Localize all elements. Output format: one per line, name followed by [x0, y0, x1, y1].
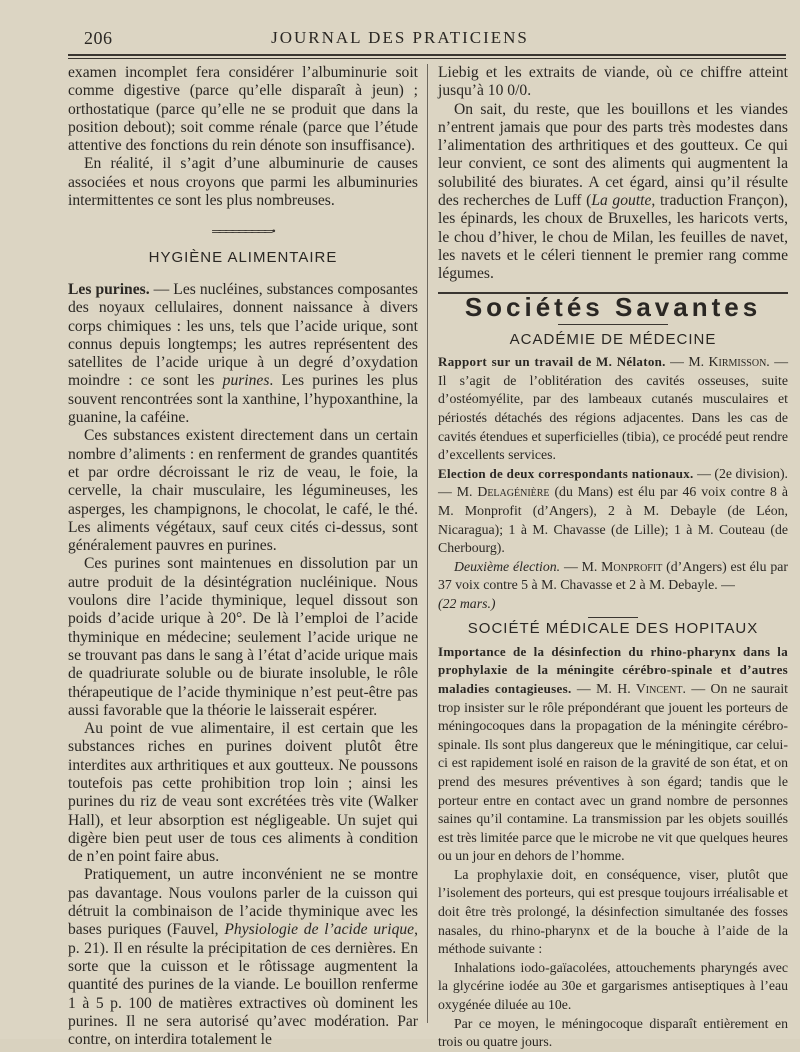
societes-savantes-heading: Sociétés Savantes: [438, 292, 788, 318]
purines-paragraph-2: Ces substances existent directement dans un certain nombre d’aliments : en renferment de grandes quantités et par ordre décroissant le riz de veau, le foie, la cervelle, la chair musculaire, les légumineuses, les asperges, les champignons, le chocolat, le café, le thé. Les aliments végétaux, sauf ceux cités ci-dessus, sont généralement pauvres en purines.: [68, 427, 418, 555]
section-title-hygiene: HYGIÈNE ALIMENTAIRE: [148, 248, 338, 266]
section-ornament: ═════════ •: [212, 224, 274, 239]
legumes-paragraph: On sait, du reste, que les bouillons et les viandes n’entrent jamais que pour des parts très modestes dans l’alimentation des arthritiques et des goutteux. Ce qui leur convient, ce sont des aliments qui augmentent la solubilité des biurates. A cet égard, ainsi qu’il résulte des recherches de Luff (La goutte, traduction Françon), les épinards, les choux de Bruxelles, les haricots verts, le chou d’hiver, le chou de Milan, les feuilles de navet, les navets et le céleri tiennent le premier rang comme légumes.: [438, 100, 789, 283]
intro-paragraph-2: En réalité, il s’agit d’une albuminurie de causes associées et nous croyons que parmi les albuminuries intermittentes ce sont les plus nombreuses.: [68, 155, 418, 210]
prophylaxie-paragraph: La prophylaxie doit, en conséquence, viser, plutôt que l’isolement des porteurs, qui est presque toujours irréalisable et doit être très prolongé, la désinfection simultanée des fosses nasales, du rhino-pharynx et de la bouche à l’aide de la méthode suivante :: [438, 866, 788, 957]
purines-paragraph-1: Les purines. — Les nucléines, substances composantes des noyaux cellulaires, donnent naissance à divers corps chimiques : les uns, tels que l’acide urique, sont connus depuis longtemps; les autres représentent des satellites de l’acide urique à un degré d’oxydation moindre : ce sont les purines. Les purines les plus souvent rencontrées sont la xanthine, l’hypoxanthine, la guanine, la caféine.: [68, 280, 418, 427]
lead-term-purines: Les purines.: [68, 280, 150, 298]
continuation-paragraph: Liebig et les extraits de viande, où ce chiffre atteint jusqu’à 10 0/0.: [438, 64, 788, 100]
societe-medicale-heading: SOCIÉTÉ MÉDICALE DES HOPITAUX: [467, 620, 759, 638]
deuxieme-election-entry: Deuxième élection. — M. Monprofit (d’Angers) est élu par 37 voix contre 5 à M. Chavasse et 2 à M. Debayle. —: [438, 558, 788, 593]
purines-paragraph-3: Ces purines sont maintenues en dissolution par un autre produit de la désintégration nucléinique. Nous voulons dire l’acide thyminique, lequel dissout son poids d’acide urique à 20°. De là l’emploi de l’acide thyminique en médecine; seulement l’acide urique ne se trouvant pas dans le sang à l’état d’acide urique mais de quadriurate soluble ou de biurate insoluble, le rôle thérapeutique de l’acide thyminique n’est peut-être pas aussi favorable que la théorie le laisserait espérer.: [68, 555, 418, 719]
purines-paragraph-5: Pratiquement, un autre inconvénient ne se montre pas davantage. Nous voulons parler de la cuisson qui détruit la combinaison de l’acide thyminique avec les bases puriques (Fauvel, Physiologie de l’acide urique, p. 21). Il en résulte la précipitation de ces dernières. En sorte que la cuisson et le rôtissage augmentent la quantité des purines de la viande. Le bouillon renferme 1 à 5 p. 100 de matières extractives où dominent les purines. Il ne sera autorisé qu’avec modération. Par contre, on interdira totalement le: [68, 866, 418, 1049]
election-entry: Election de deux correspondants nationaux. — (2e division). — M. Delagénière (du Mans) est élu par 46 voix contre 8 à M. Monprofit (d’Angers), 2 à M. Debayle (de Léon, Nicaragua); 1 à M. Chavasse (de Lille); 1 à M. Couteau (de Cherbourg).: [438, 465, 788, 556]
short-rule-2: [588, 617, 638, 618]
column-divider: [427, 64, 428, 1023]
inhalations-paragraph: Inhalations iodo-gaïacolées, attouchements pharyngés avec la glycérine iodée au 30e et gargarismes antiseptiques à l’eau oxygénée diluée au 10e.: [438, 959, 788, 1013]
short-rule: [558, 324, 668, 325]
academie-heading: ACADÉMIE DE MÉDECINE: [509, 330, 717, 348]
right-column: [438, 64, 788, 1052]
journal-title: JOURNAL DES PRATICIENS: [271, 28, 529, 47]
rapport-entry: Rapport sur un travail de M. Nélaton. — M. Kirmisson. — Il s’agit de l’oblitération des cavités osseuses, suite d’ostéomyélite, par des lambeaux cutanés musculaires et périostés détachés des régions adjacentes. Dans les cas de cavités étendues et superficielles (tibia), ce procédé peut rendre d’excellents services.: [438, 354, 788, 463]
purines-paragraph-4: Au point de vue alimentaire, il est certain que les substances riches en purines doivent plutôt être interdites aux arthritiques et aux goutteux. Ne poussons toutefois pas cette prohibition trop loin ; ainsi les purines du riz de veau sont excrétées très vite (Walker Hall), et leur absorption est négligeable. Un sujet qui digère bien peut user de tous ces aliments à condition de n’en point faire abus.: [68, 720, 418, 866]
header-rule: [68, 54, 786, 59]
left-column: [68, 64, 418, 1049]
intro-paragraph-1: examen incomplet fera considérer l’albuminurie soit comme digestive (parce qu’elle disparaît à jeun) ; orthostatique (parce qu’elle ne se produit que dans la position debout); soit comme rénale (parce que l’étude attentive des fonctions du rein dénote son insuffisance).: [68, 64, 418, 155]
page-number: 206: [84, 28, 113, 48]
session-date: (22 mars.): [438, 595, 496, 611]
importance-entry: Importance de la désinfection du rhino-pharynx dans la prophylaxie de la méningite cérébro-spinale et d’autres maladies contagieuses. — M. H. Vincent. — On ne saurait trop insister sur le rôle prépondérant que jouent les porteurs de méningocoques dans la propagation de la méningite cérébro-spinale. Ils sont plus dangereux que le méningitique, car celui-ci est rapidement isolé en raison de la gravité de son état, et on prend des mesures préventives à son égard; tandis que le porteur entre en contact avec un grand nombre de personnes saines qu’il contamine. La transmission par les objets souillés est très limitée parce que le microbe ne vit que quelques heures ou un jour en dehors de l’homme.: [438, 643, 788, 864]
conclusion-paragraph: Par ce moyen, le méningocoque disparaît entièrement en trois ou quatre jours.: [438, 1015, 788, 1050]
page-header: [0, 0, 800, 60]
